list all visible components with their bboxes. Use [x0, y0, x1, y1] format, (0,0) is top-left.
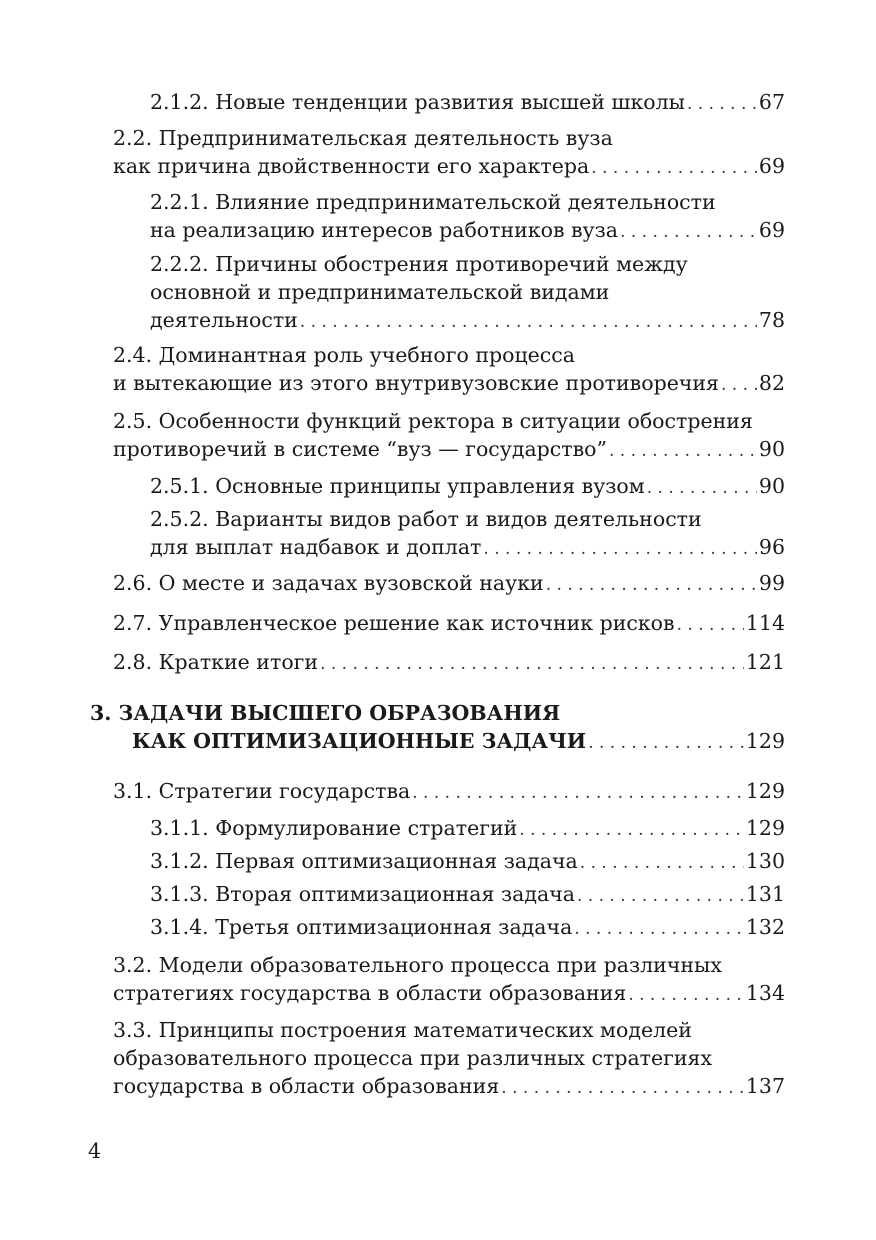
entry-title: 3.1.4. Третья оптимизационная задача [150, 915, 573, 939]
dot-leader [320, 648, 744, 678]
entry-title: 3.2. Модели образовательного процесса при различных [113, 953, 722, 977]
chapter-heading[interactable] [90, 699, 785, 757]
entry-title: 2.8. Краткие итоги [113, 650, 319, 674]
toc-entry[interactable] [113, 407, 785, 465]
entry-title: 3.1.2. Первая оптимизационная задача [150, 849, 578, 873]
toc-entry[interactable] [150, 505, 785, 563]
page-ref: 90 [758, 437, 785, 461]
entry-title: 2.7. Управленческое решение как источник рисков [113, 611, 675, 635]
page-ref: 69 [758, 218, 785, 242]
toc-entry[interactable] [113, 777, 785, 807]
entry-title: как причина двойственности его характера [113, 154, 590, 178]
toc-entry[interactable] [113, 609, 785, 639]
toc-entry[interactable] [113, 648, 785, 678]
entry-title: на реализацию интересов работников вуза [150, 218, 619, 242]
dot-leader [574, 913, 744, 943]
toc-entry[interactable] [150, 250, 785, 336]
entry-title: 2.5. Особенности функций ректора в ситуации обострения [113, 409, 753, 433]
dot-leader [591, 152, 757, 182]
dot-leader [577, 880, 744, 910]
dot-leader [609, 435, 757, 465]
dot-leader [677, 609, 744, 639]
dot-leader [580, 847, 744, 877]
dot-leader [721, 369, 757, 399]
dot-leader [687, 88, 757, 118]
dot-leader [519, 814, 744, 844]
dot-leader [647, 472, 757, 502]
entry-title: 2.2.1. Влияние предпринимательской деятельности [150, 190, 716, 214]
entry-title: 2.5.2. Варианты видов работ и видов деятельности [150, 507, 702, 531]
page-ref: 99 [758, 571, 785, 595]
entry-title: 2.5.1. Основные принципы управления вузом [150, 474, 645, 498]
entry-title: стратегиях государства в области образования [113, 981, 627, 1005]
entry-title: для выплат надбавок и доплат [150, 535, 482, 559]
toc-entry[interactable] [150, 472, 785, 502]
entry-title: основной и предпринимательской видами [150, 280, 610, 304]
page-ref: 134 [745, 981, 785, 1005]
entry-title: 2.1.2. Новые тенденции развития высшей школы [150, 90, 685, 114]
page-number: 4 [88, 1139, 102, 1163]
entry-title: 2.2. Предпринимательская деятельность вуза [113, 126, 613, 150]
toc-entry[interactable] [113, 124, 785, 182]
page-ref: 132 [745, 915, 785, 939]
page-ref: 137 [745, 1074, 785, 1098]
toc-entry[interactable] [150, 88, 785, 118]
toc-entry[interactable] [150, 847, 785, 877]
entry-title: противоречий в системе “вуз — государство” [113, 437, 607, 461]
dot-leader [620, 216, 757, 246]
dot-leader [628, 979, 744, 1009]
page-ref: 129 [745, 729, 785, 753]
dot-leader [300, 306, 757, 336]
toc-entry[interactable] [150, 188, 785, 246]
entry-title: 3.1. Стратегии государства [113, 779, 411, 803]
page-ref: 121 [745, 650, 785, 674]
toc-entry[interactable] [113, 569, 785, 599]
dot-leader [412, 777, 744, 807]
page-ref: 114 [745, 611, 785, 635]
entry-title: 3.3. Принципы построения математических моделей [113, 1018, 692, 1042]
entry-title: 2.2.2. Причины обострения противоречий между [150, 252, 688, 276]
entry-title: образовательного процесса при различных стратегиях [113, 1046, 713, 1070]
page-ref: 69 [758, 154, 785, 178]
entry-title: 2.4. Доминантная роль учебного процесса [113, 343, 575, 367]
page-ref: 129 [745, 816, 785, 840]
page-ref: 90 [758, 474, 785, 498]
chapter-title: КАК ОПТИМИЗАЦИОННЫЕ ЗАДАЧИ [132, 729, 587, 753]
toc-entry[interactable] [150, 913, 785, 943]
toc-entry[interactable] [150, 880, 785, 910]
entry-title: деятельности [150, 308, 298, 332]
toc-entry[interactable] [113, 951, 785, 1009]
chapter-title: 3. ЗАДАЧИ ВЫСШЕГО ОБРАЗОВАНИЯ [90, 701, 561, 725]
entry-title: государства в области образования [113, 1074, 500, 1098]
entry-title: и вытекающие из этого внутривузовские противоречия [113, 371, 719, 395]
dot-leader [483, 533, 757, 563]
toc-entry[interactable] [150, 814, 785, 844]
page-ref: 129 [745, 779, 785, 803]
page-ref: 78 [758, 308, 785, 332]
page-ref: 67 [758, 90, 785, 114]
page-ref: 82 [758, 371, 785, 395]
entry-title: 3.1.1. Формулирование стратегий [150, 816, 518, 840]
page-ref: 130 [745, 849, 785, 873]
dot-leader [588, 727, 744, 757]
dot-leader [546, 569, 757, 599]
entry-title: 3.1.3. Вторая оптимизационная задача [150, 882, 575, 906]
toc-entry[interactable] [113, 1016, 785, 1102]
entry-title: 2.6. О месте и задачах вузовской науки [113, 571, 544, 595]
toc-entry[interactable] [113, 341, 785, 399]
page-ref: 96 [758, 535, 785, 559]
dot-leader [501, 1072, 744, 1102]
page-ref: 131 [745, 882, 785, 906]
